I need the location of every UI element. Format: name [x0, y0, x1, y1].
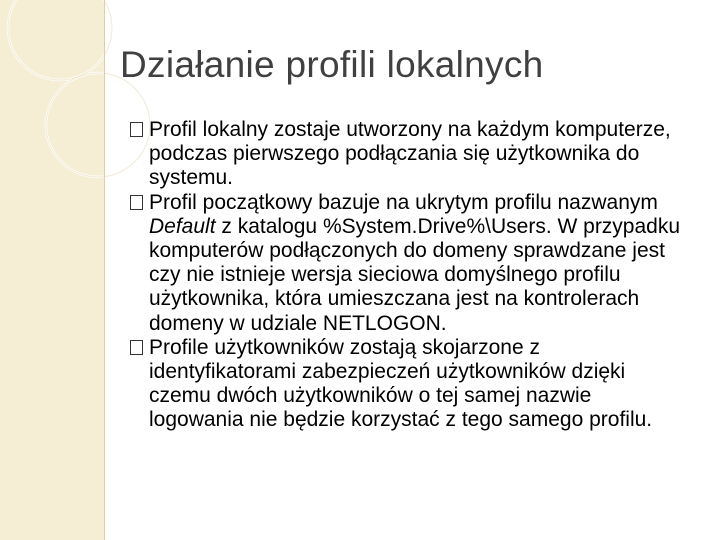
- bullet-text: Profile użytkowników zostają skojarzone z identyfikatorami zabezpieczeń użytkowników dzięki czemu dwóch użytkowników o tej samej nazwie logowania nie będzie korzystać z tego samego profilu.: [149, 335, 653, 432]
- square-bullet-icon: [130, 195, 143, 210]
- square-bullet-icon: [130, 340, 143, 355]
- bullet-item: [130, 336, 690, 433]
- bullet-text-end: z katalogu %System.Drive%\Users. W przypadku komputerów podłączonych do domeny sprawdzane jest czy nie istnieje wersja sieciowa domyślnego profilu użytkownika, która umieszczana jest na kontrolerach domeny w udziale NETLOGON.: [149, 214, 681, 335]
- slide-title: Działanie profili lokalnych: [120, 44, 544, 85]
- square-bullet-icon: [130, 122, 143, 137]
- slide-body: [130, 118, 690, 433]
- bullet-text: Profil lokalny zostaje utworzony na każdym komputerze, podczas pierwszego podłączania się użytkownika do systemu.: [149, 118, 671, 190]
- bullet-item: [130, 191, 690, 336]
- bullet-text-italic: Default: [149, 214, 216, 238]
- bullet-text-start: Profil początkowy bazuje na ukrytym profilu nazwanym: [149, 190, 658, 214]
- bullet-item: [130, 118, 690, 191]
- sidebar-divider: [104, 0, 105, 540]
